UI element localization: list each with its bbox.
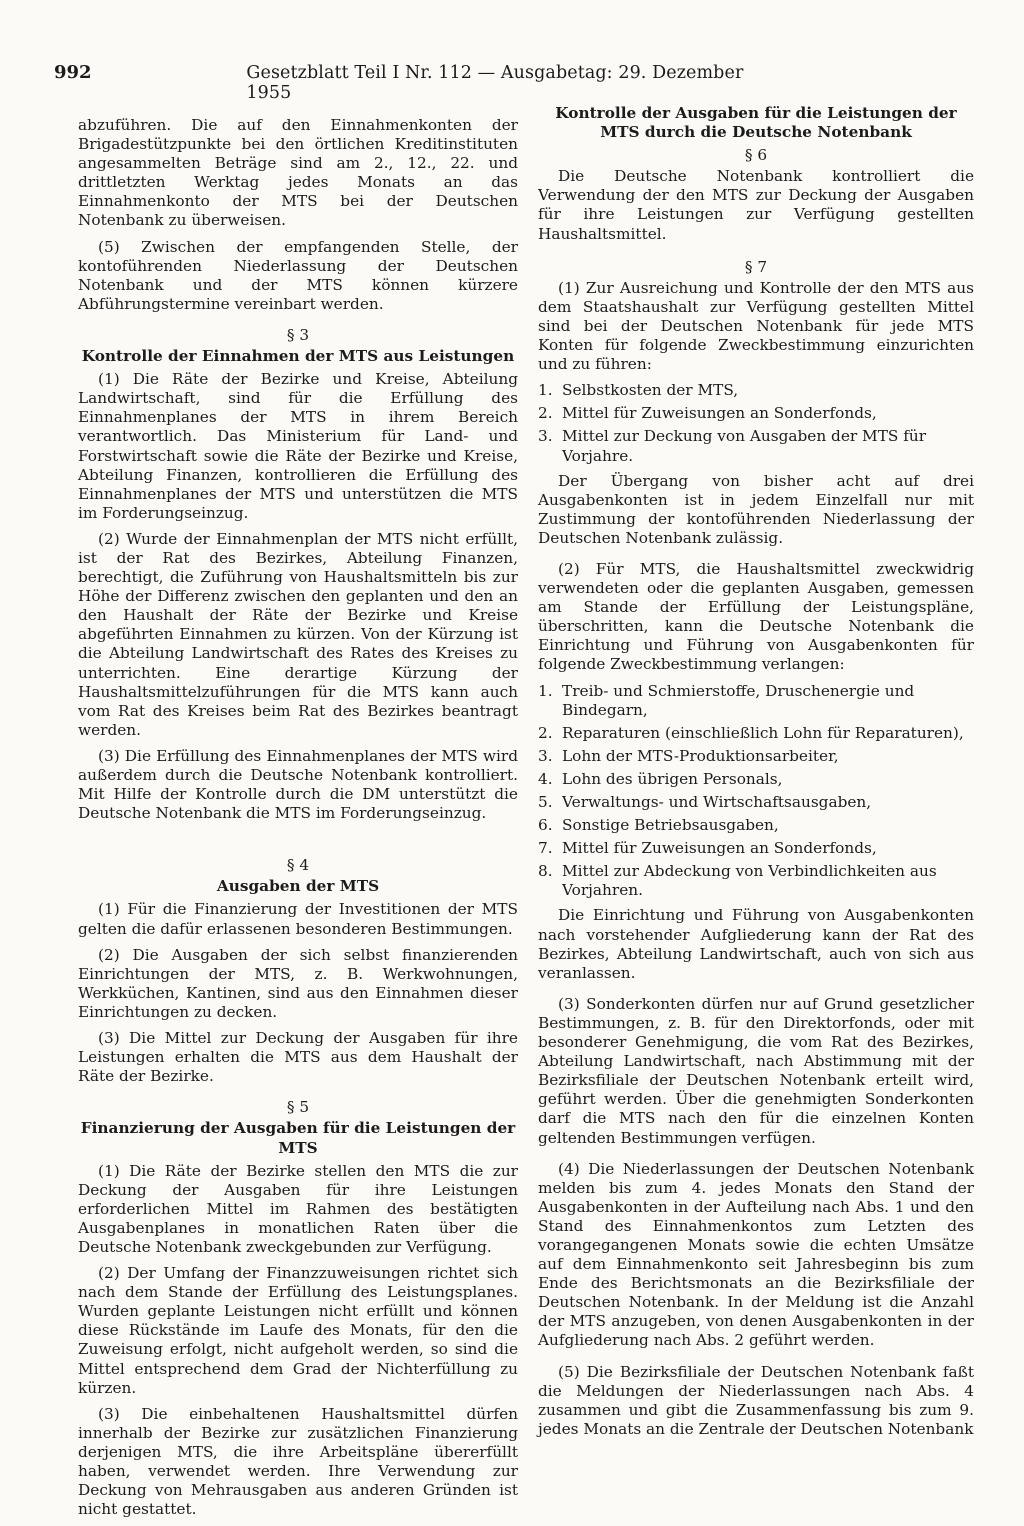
paragraph-s7-3: (3) Sonderkonten dürfen nur auf Grund gesetzlicher Bestimmungen, z. B. für den Direktorfonds, oder mit besonderer Genehmigung, die vom Rat des Bezirkes, Abteilung Landwirtschaft, nach Abstimmung mit der Bezirksfiliale der Deutschen Notenbank erteilt wird, geführt werden. Über die genehmigten Sonderkonten darf die MTS nach den für die einzelnen Konten geltenden Bestimmungen verfügen.: [538, 994, 974, 1147]
paragraph-s4-2: (2) Die Ausgaben der sich selbst finanzierenden Einrichtungen der MTS, z. B. Werkwohnungen, Werkküchen, Kantinen, sind aus den Einnahmen dieser Einrichtungen zu decken.: [78, 945, 518, 1021]
paragraph-continuation: abzuführen. Die auf den Einnahmenkonten der Brigadestützpunkte bei den örtlichen Kreditinstituten angesammelten Beträge sind am 2., 12., 22. und drittletzten Werktag jedes Monats an das Einnahmenkonto der MTS bei der Deutschen Notenbank zu überweisen.: [78, 116, 518, 230]
list-item: 1. Selbstkosten der MTS,: [538, 381, 739, 400]
list-item: 1. Treib- und Schmierstoffe, Druschenergie und Bindegarn,: [538, 681, 915, 719]
paragraph-s7-1b: Der Übergang von bisher acht auf drei Ausgabenkonten ist in jedem Einzelfall nur mit Zustimmung der kontoführenden Niederlassung der Deutschen Notenbank zulässig.: [538, 471, 974, 547]
paragraph-s4-1: (1) Für die Finanzierung der Investitionen der MTS gelten die dafür erlassenen besonderen Bestimmungen.: [78, 900, 518, 938]
paragraph-s4-3: (3) Die Mittel zur Deckung der Ausgaben für ihre Leistungen erhalten die MTS aus dem Haushalt der Räte der Bezirke.: [78, 1029, 518, 1086]
paragraph-s2-5: (5) Zwischen der empfangenden Stelle, der kontoführenden Niederlassung der Deutschen Notenbank und der MTS können kürzere Abführungstermine vereinbart werden.: [78, 237, 518, 313]
list-item: 3. Lohn der MTS-Produktionsarbeiter,: [538, 746, 839, 765]
section-5-heading: Finanzierung der Ausgaben für die Leistungen der MTS: [80, 1119, 516, 1157]
spacer: [78, 830, 518, 844]
paragraph-s3-2: (2) Wurde der Einnahmenplan der MTS nicht erfüllt, ist der Rat des Bezirkes, Abteilung Finanzen, berechtigt, die Zuführung von Haushaltsmitteln bis zur Höhe der Differenz zwischen den geplanten und den an den Haushalt der Räte der Bezirke und Kreise abgeführten Einnahmen zu kürzen. Von der Kürzung ist die Abteilung Landwirtschaft des Rates des Kreises zu unterrichten. Eine derartige Kürzung der Haushaltsmittelzuführungen für die MTS kann auch vom Rat des Kreises beim Rat des Bezirkes beantragt werden.: [78, 529, 518, 739]
paragraph-s7-1: (1) Zur Ausreichung und Kontrolle der den MTS aus dem Staatshaushalt zur Verfügung gestellten Mittel sind bei der Deutschen Notenbank für jede MTS Konten für folgende Zweckbestimmung einzurichten und zu führen:: [538, 278, 974, 374]
paragraph-s5-1: (1) Die Räte der Bezirke stellen den MTS die zur Deckung der Ausgaben für ihre Leistungen erforderlichen Mittel im Rahmen des bestätigten Ausgabenplanes in monatlichen Raten über die Deutsche Notenbank zweckgebunden zur Verfügung.: [78, 1161, 518, 1256]
section-5-number: § 5: [286, 1098, 310, 1117]
list-item: 5. Verwaltungs- und Wirtschaftsausgaben,: [538, 793, 872, 811]
page-header: [54, 62, 784, 103]
list-item: 3. Mittel zur Deckung von Ausgaben der MTS für Vorjahre.: [538, 427, 927, 465]
section-7-number: § 7: [744, 257, 768, 276]
paragraph-s7-5: (5) Die Bezirksfiliale der Deutschen Notenbank faßt die Meldungen der Niederlassungen nach Abs. 4 zusammen und gibt die Zusammenfassung bis zum 9. jedes Monats an die Zentrale der Deutschen Notenbank: [538, 1362, 974, 1438]
paragraph-s7-4: (4) Die Niederlassungen der Deutschen Notenbank melden bis zum 4. jedes Monats den Stand der Ausgabenkonten in der Aufteilung nach Abs. 1 und den Stand des Einnahmenkontos zum Letzten des vorangegangenen Monats sowie die echten Umsätze auf dem Einnahmenkonto seit Jahresbeginn bis zum Ende des Berichtsmonats an die Bezirksfiliale der Deutschen Notenbank. In der Meldung ist die Anzahl der MTS anzugeben, von denen Ausgabenkonten in der Aufgliederung nach Abs. 2 geführt werden.: [538, 1159, 974, 1350]
paragraph-s5-2: (2) Der Umfang der Finanzzuweisungen richtet sich nach dem Stande der Erfüllung des Leistungsplanes. Wurden geplante Leistungen nicht erfüllt und können diese Rückstände im Laufe des Monats, für den die Zuweisung erfolgt, nicht aufgeholt werden, so sind die Mittel entsprechend dem Grad der Nichterfüllung zu kürzen.: [78, 1264, 518, 1397]
list-item: 8. Mittel zur Abdeckung von Verbindlichkeiten aus Vorjahren.: [538, 862, 937, 900]
section-3-heading: Kontrolle der Einnahmen der MTS aus Leistungen: [81, 347, 515, 366]
list-item: 6. Sonstige Betriebsausgaben,: [538, 816, 779, 835]
header-title: Gesetzblatt Teil I Nr. 112 — Ausgabetag: 29. Dezember 1955: [246, 63, 744, 103]
section-4-number: § 4: [286, 856, 310, 875]
list-item: 7. Mittel für Zuweisungen an Sonderfonds,: [538, 839, 877, 858]
paragraph-s5-3: (3) Die einbehaltenen Haushaltsmittel dürfen innerhalb der Bezirke zur zusätzlichen Finanzierung derjenigen MTS, die ihre Arbeitspläne übererfüllt haben, verwendet werden. Ihre Verwendung zur Deckung von Mehrausgaben aus anderen Gründen ist nicht gestattet.: [78, 1404, 518, 1519]
paragraph-s7-2: (2) Für MTS, die Haushaltsmittel zweckwidrig verwendeten oder die geplanten Ausgaben, gemessen am Stande der Erfüllung der Leistungspläne, überschritten, kann die Deutsche Notenbank die Einrichtung und Führung von Ausgabenkonten für folgende Zweckbestimmung verlangen:: [538, 559, 974, 674]
paragraph-s6: Die Deutsche Notenbank kontrolliert die Verwendung der den MTS zur Deckung der Ausgaben für ihre Leistungen zur Verfügung gestellten Haushaltsmittel.: [538, 167, 974, 243]
list-item: 2. Reparaturen (einschließlich Lohn für Reparaturen),: [538, 723, 964, 742]
section-6-heading: Kontrolle der Ausgaben für die Leistungen der MTS durch die Deutsche Notenbank: [555, 104, 957, 142]
left-column: [78, 116, 518, 1526]
list-zweckbestimmung-2: [538, 682, 974, 901]
list-zweckbestimmung-1: [538, 381, 974, 465]
section-6-number: § 6: [744, 146, 768, 165]
right-column: [538, 104, 974, 1446]
list-item: 2. Mittel für Zuweisungen an Sonderfonds,: [538, 404, 877, 423]
paragraph-s3-1: (1) Die Räte der Bezirke und Kreise, Abteilung Landwirtschaft, sind für die Erfüllung des Einnahmenplanes der MTS in ihrem Bereich verantwortlich. Das Ministerium für Land- und Forstwirtschaft sowie die Räte der Bezirke und Kreise, Abteilung Finanzen, kontrollieren die Erfüllung des Einnahmenplanes der MTS und unterstützen die MTS im Forderungseinzug.: [78, 370, 518, 522]
section-3-number: § 3: [286, 325, 310, 344]
paragraph-s7-2b: Die Einrichtung und Führung von Ausgabenkonten nach vorstehender Aufgliederung kann der Rat des Bezirkes, Abteilung Landwirtschaft, auch von sich aus veranlassen.: [538, 906, 974, 982]
page-number: 992: [54, 62, 92, 83]
list-item: 4. Lohn des übrigen Personals,: [538, 769, 783, 788]
paragraph-s3-3: (3) Die Erfüllung des Einnahmenplanes der MTS wird außerdem durch die Deutsche Notenbank kontrolliert. Mit Hilfe der Kontrolle durch die DM unterstützt die Deutsche Notenbank die MTS im Forderungseinzug.: [78, 746, 518, 823]
section-4-heading: Ausgaben der MTS: [216, 877, 380, 896]
